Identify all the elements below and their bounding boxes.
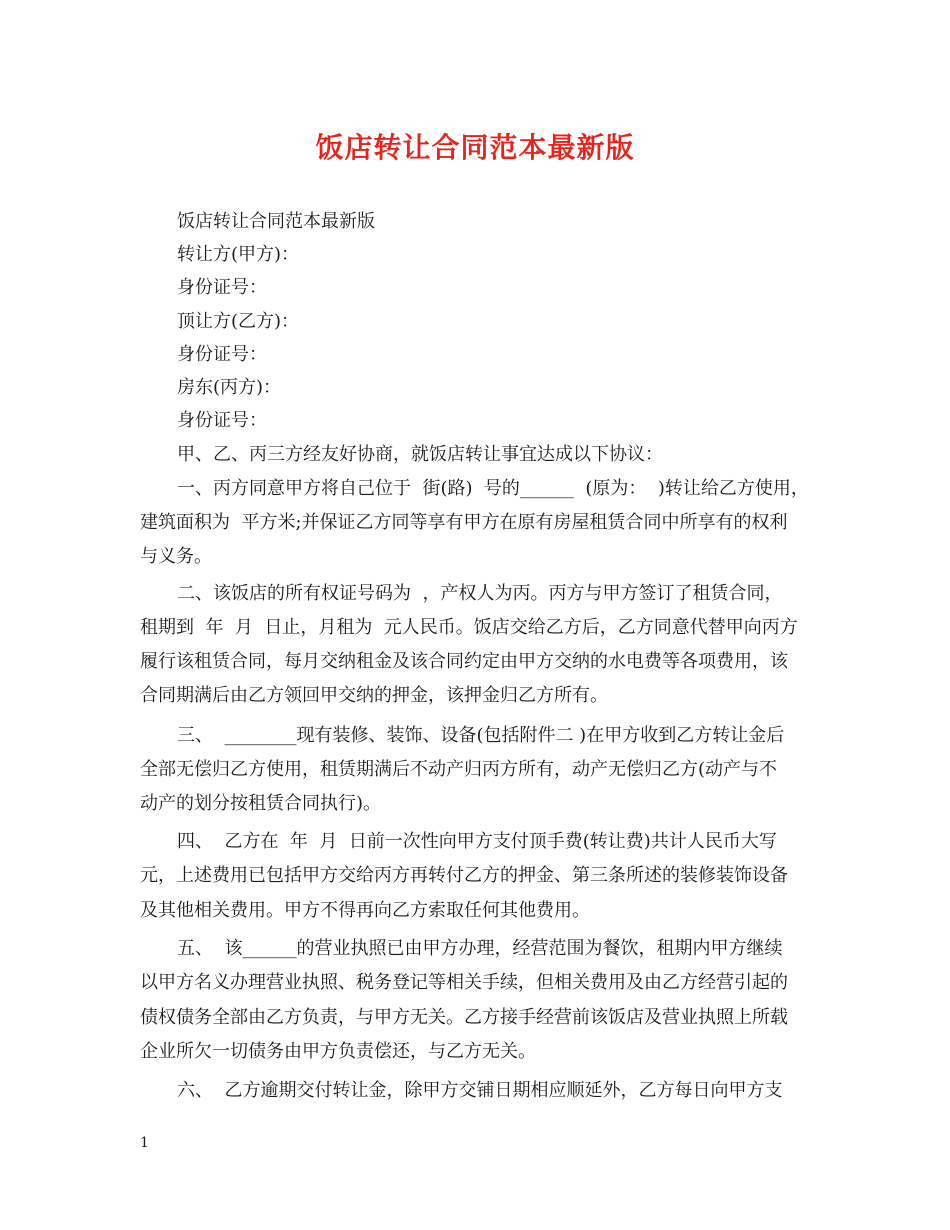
clause-1-line-3: 与义务。 [140,546,212,567]
agreement-intro-line: 甲、乙、丙三方经友好协商，就饭店转让事宜达成以下协议： [177,444,663,465]
clause-1-line-2: 建筑面积为 平方米;并保证乙方同等享有甲方在原有房屋租赁合同中所享有的权利 [140,512,788,533]
transferor-id-line: 身份证号： [177,277,267,298]
clause-3-line-1: 三、 ________现有装修、装饰、设备(包括附件二 )在甲方收到乙方转让金后 [177,725,785,746]
clause-2-line-1: 二、该饭店的所有权证号码为 ，产权人为丙。丙方与甲方签订了租赁合同， [177,583,783,604]
clause-2-line-3: 履行该租赁合同，每月交纳租金及该合同约定由甲方交纳的水电费等各项费用，该 [140,651,788,672]
document-title: 饭店转让合同范本最新版 [315,131,635,164]
landlord-id-line: 身份证号： [177,410,267,431]
landlord-line: 房东(丙方)： [177,377,282,398]
clause-2-line-2: 租期到 年 月 日止，月租为 元人民币。饭店交给乙方后，乙方同意代替甲向丙方 [140,617,798,638]
clause-6-line-1: 六、 乙方逾期交付转让金，除甲方交铺日期相应顺延外，乙方每日向甲方支 [177,1080,783,1101]
clause-4-line-2: 元，上述费用已包括甲方交给丙方再转付乙方的押金、第三条所述的装修装饰设备 [140,865,788,886]
page-number: 1 [140,1135,149,1151]
transferor-line: 转让方(甲方)： [177,244,300,265]
transferee-id-line: 身份证号： [177,344,267,365]
clause-2-line-4: 合同期满后由乙方领回甲交纳的押金，该押金归乙方所有。 [140,685,608,706]
clause-5-line-2: 以甲方名义办理营业执照、税务登记等相关手续，但相关费用及由乙方经营引起的 [140,972,788,993]
clause-3-line-3: 动产的划分按租赁合同执行)。 [140,793,382,814]
clause-4-line-3: 及其他相关费用。甲方不得再向乙方索取任何其他费用。 [140,900,590,921]
clause-1-line-1: 一、丙方同意甲方将自己位于 街(路) 号的______ (原为： )转让给乙方使用， [177,478,809,499]
transferee-line: 顶让方(乙方)： [177,311,300,332]
clause-5-line-4: 企业所欠一切债务由甲方负责偿还，与乙方无关。 [140,1041,536,1062]
clause-3-line-2: 全部无偿归乙方使用，租赁期满后不动产归丙方所有，动产无偿归乙方(动产与不 [140,759,778,780]
clause-5-line-1: 五、 该______的营业执照已由甲方办理，经营范围为餐饮，租期内甲方继续 [177,938,783,959]
subtitle-line: 饭店转让合同范本最新版 [177,211,375,232]
clause-5-line-3: 债权债务全部由乙方负责，与甲方无关。乙方接手经营前该饭店及营业执照上所载 [140,1007,788,1028]
clause-4-line-1: 四、 乙方在 年 月 日前一次性向甲方支付顶手费(转让费)共计人民币大写 [177,831,777,852]
